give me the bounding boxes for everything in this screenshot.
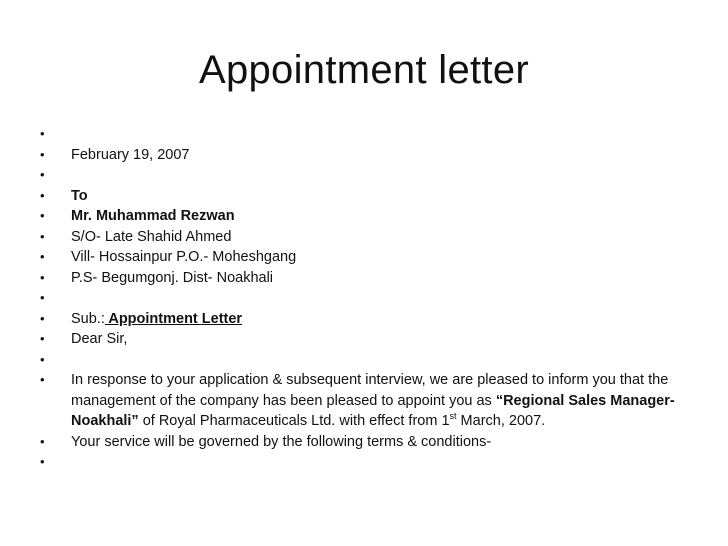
body-text-part1: In response to your application & subsequent interview, we are pleased to inform you that the management of the company has been pleased to appoint you as: [71, 372, 669, 409]
list-item-recipient: [40, 206, 680, 227]
bullet-icon: •: [40, 208, 45, 223]
bullet-icon: •: [40, 372, 45, 387]
ordinal-suffix: st: [449, 411, 457, 422]
list-item-salutation: [40, 329, 680, 350]
body-text-part3: March, 2007.: [456, 413, 546, 429]
to-label: To: [71, 187, 88, 204]
bullet-icon: •: [40, 167, 45, 182]
letter-date: February 19, 2007: [71, 146, 190, 163]
bullet-icon: •: [40, 331, 45, 346]
body-text-part2: of Royal Pharmaceuticals Ltd. with effect from 1: [138, 413, 450, 429]
list-item-parent: [40, 227, 680, 248]
list-item-empty: [40, 350, 680, 371]
subject-text: Appointment Letter: [104, 310, 243, 327]
list-item-empty: [40, 288, 680, 309]
list-item-address2: [40, 268, 680, 289]
bullet-icon: •: [40, 290, 45, 305]
list-item-empty: [40, 124, 680, 145]
recipient-parent: S/O- Late Shahid Ahmed: [71, 228, 232, 245]
list-item-terms: [40, 432, 680, 453]
list-item-empty: [40, 165, 680, 186]
list-item-empty: [40, 452, 680, 473]
list-item-to: [40, 186, 680, 207]
bullet-icon: •: [40, 228, 45, 244]
bullet-icon: •: [40, 187, 45, 203]
bullet-icon: •: [40, 126, 45, 141]
slide-title: Appointment letter: [198, 48, 530, 92]
list-item-body: [40, 370, 680, 432]
bullet-icon: •: [40, 269, 45, 285]
address-line-1: Vill- Hossainpur P.O.- Moheshgang: [71, 249, 297, 265]
subject-label: Sub.:: [71, 310, 105, 327]
bullet-icon: •: [40, 433, 45, 449]
address-line-2: P.S- Begumgonj. Dist- Noakhali: [71, 269, 274, 286]
bullet-icon: •: [40, 454, 45, 469]
recipient-name: Mr. Muhammad Rezwan: [71, 208, 235, 224]
bullet-icon: •: [40, 249, 45, 264]
list-item-subject: [40, 309, 680, 330]
list-item-date: [40, 145, 680, 166]
bullet-icon: •: [40, 351, 45, 367]
bullet-icon: •: [40, 146, 45, 162]
terms-line: Your service will be governed by the following terms & conditions-: [71, 433, 492, 450]
list-item-address1: [40, 247, 680, 268]
salutation: Dear Sir,: [71, 331, 128, 347]
letter-bullet-list: [40, 124, 680, 473]
bullet-icon: •: [40, 310, 45, 326]
position-title: “Regional Sales Manager- Noakhali”: [71, 392, 675, 429]
